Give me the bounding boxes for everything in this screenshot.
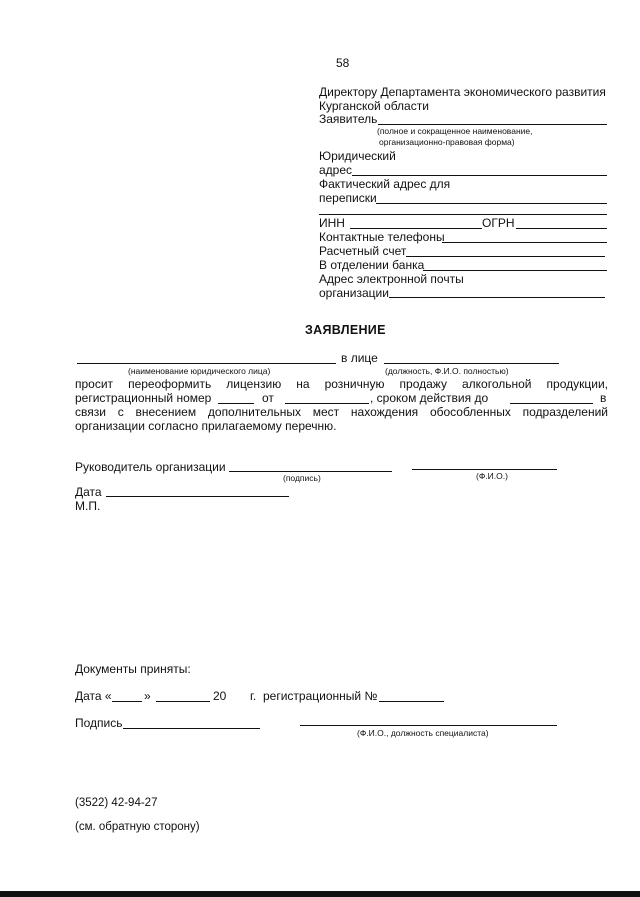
actual-address-label2: переписки xyxy=(319,191,377,205)
inn-label: ИНН xyxy=(319,216,345,230)
email-field[interactable] xyxy=(389,297,605,298)
head-fio-field[interactable] xyxy=(412,469,557,470)
body-line3: связи с внесением дополнительных мест нахождения обособленных подразделений xyxy=(75,405,608,419)
reg-number-field[interactable] xyxy=(218,403,254,404)
addressee-line2: Курганской области xyxy=(319,99,429,113)
from-date-field[interactable] xyxy=(285,403,369,404)
applicant-hint1: (полное и сокращенное наименование, xyxy=(377,126,533,136)
received-signature-field[interactable] xyxy=(123,728,260,729)
received-date-quote: » xyxy=(144,689,151,703)
validity-label: , сроком действия до xyxy=(370,391,489,405)
received-reg-label: регистрационный № xyxy=(263,689,378,703)
received-title: Документы приняты: xyxy=(75,662,191,676)
head-label: Руководитель организации xyxy=(75,460,226,474)
addressee-line1: Директору Департамента экономического развития xyxy=(319,85,606,99)
ogrn-label: ОГРН xyxy=(482,216,515,230)
head-signature-field[interactable] xyxy=(229,471,392,472)
phones-field[interactable] xyxy=(442,242,607,243)
legal-address-label2: адрес xyxy=(319,163,353,177)
received-month-field[interactable] xyxy=(156,701,210,702)
page-number: 58 xyxy=(336,56,350,70)
received-date-label: Дата « xyxy=(75,689,112,703)
actual-address-label1: Фактический адрес для xyxy=(319,177,451,191)
received-year-suffix: г. xyxy=(250,689,257,703)
fio-hint: (Ф.И.О.) xyxy=(476,471,508,481)
entity-hint: (наименование юридического лица) xyxy=(128,366,271,376)
scan-bottom-edge xyxy=(0,891,640,897)
footer-phone: (3522) 42-94-27 xyxy=(75,797,158,809)
validity-date-field[interactable] xyxy=(510,403,593,404)
position-fio-field[interactable] xyxy=(384,363,559,364)
body-line4: организации согласно прилагаемому перечню. xyxy=(75,419,337,433)
seal-label: М.П. xyxy=(75,499,101,513)
account-field[interactable] xyxy=(406,256,605,257)
in-label: в xyxy=(600,391,607,405)
bank-label: В отделении банка xyxy=(319,258,425,272)
actual-address-extra-line[interactable] xyxy=(319,214,607,215)
signature-hint: (подпись) xyxy=(283,473,321,483)
legal-address-field[interactable] xyxy=(352,175,607,176)
date-field[interactable] xyxy=(106,496,289,497)
body-line1: просит переоформить лицензию на розничную продажу алкогольной продукции, xyxy=(75,377,608,391)
applicant-field[interactable] xyxy=(378,124,607,125)
legal-address-label1: Юридический xyxy=(319,149,396,163)
specialist-field[interactable] xyxy=(300,725,557,726)
reg-number-label: регистрационный номер xyxy=(75,391,212,405)
from-label: от xyxy=(262,391,274,405)
entity-name-field[interactable] xyxy=(77,363,336,364)
email-label2: организации xyxy=(319,286,389,300)
applicant-hint2: организационно-правовая форма) xyxy=(379,137,515,147)
phones-label: Контактные телефоны xyxy=(319,230,445,244)
actual-address-field[interactable] xyxy=(376,203,607,204)
account-label: Расчетный счет xyxy=(319,244,407,258)
position-hint: (должность, Ф.И.О. полностью) xyxy=(385,366,509,376)
footer-note: (см. обратную сторону) xyxy=(75,821,200,833)
in-person-label: в лице xyxy=(341,351,378,365)
applicant-label: Заявитель xyxy=(319,112,378,126)
received-signature-label: Подпись xyxy=(75,716,123,730)
specialist-hint: (Ф.И.О., должность специалиста) xyxy=(357,728,489,738)
received-year-prefix: 20 xyxy=(213,689,227,703)
inn-field[interactable] xyxy=(350,228,482,229)
date-label: Дата xyxy=(75,485,102,499)
received-reg-field[interactable] xyxy=(379,701,444,702)
received-day-field[interactable] xyxy=(112,701,142,702)
bank-field[interactable] xyxy=(423,270,607,271)
email-label1: Адрес электронной почты xyxy=(319,272,464,286)
document-title: ЗАЯВЛЕНИЕ xyxy=(305,323,386,337)
ogrn-field[interactable] xyxy=(516,228,607,229)
